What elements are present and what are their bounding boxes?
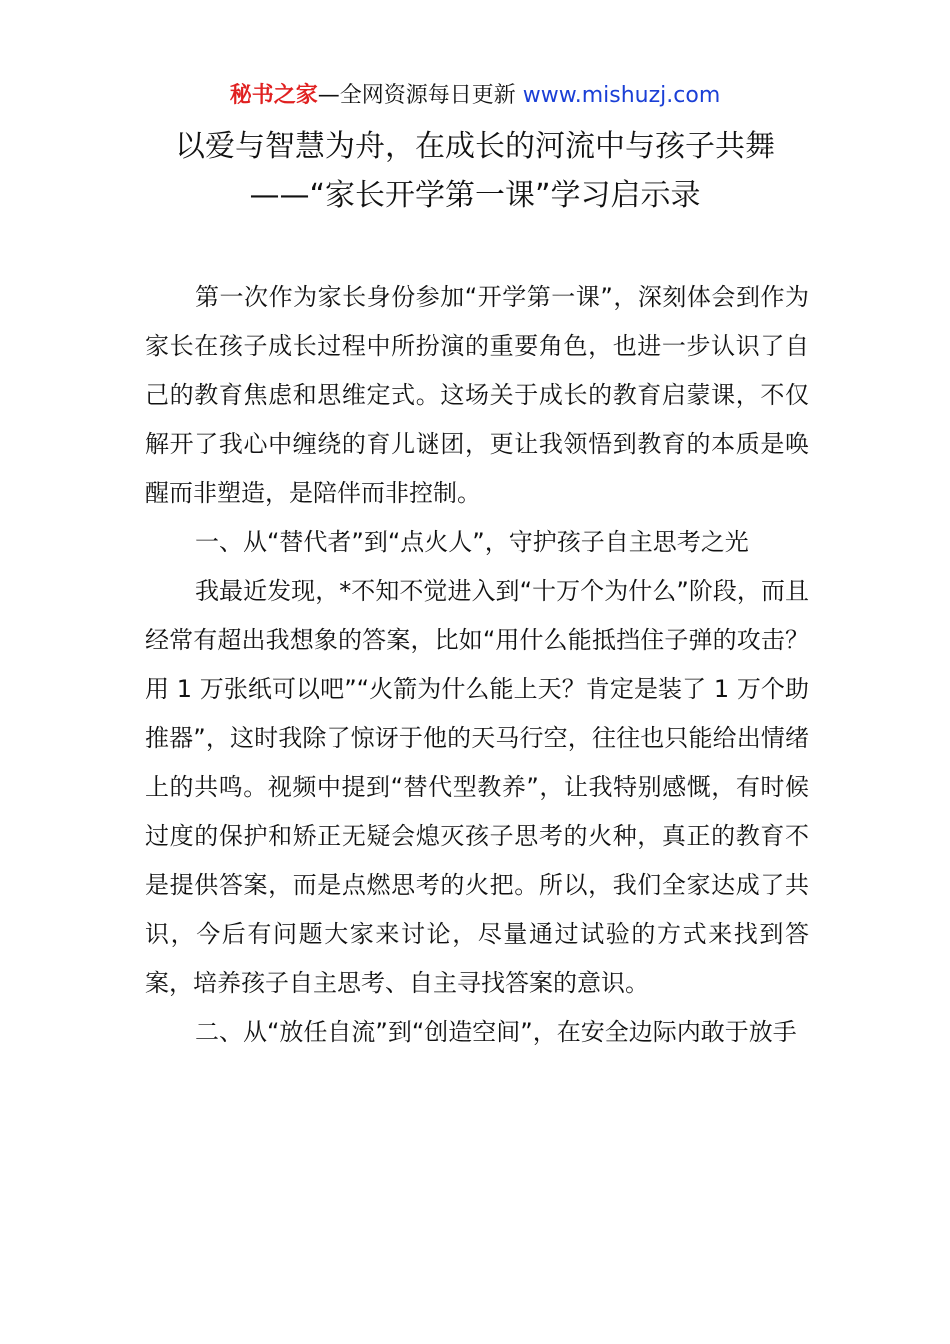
site-url-link[interactable]: www.mishuzj.com: [522, 83, 721, 108]
site-header: [0, 80, 950, 112]
site-brand: 秘书之家: [229, 83, 318, 108]
section-heading-1: 一、从“替代者”到“点火人”，守护孩子自主思考之光: [195, 528, 749, 556]
section-heading-2: 二、从“放任自流”到“创造空间”，在安全边际内敢于放手: [195, 1018, 797, 1046]
body-paragraph: 我最近发现，*不知不觉进入到“十万个为什么”阶段，而且经常有超出我想象的答案，比如“用什么能抵挡住子弹的攻击？用 1 万张纸可以吧”“火箭为什么能上天？肯定是装了 1 万个助推器”，这时我除了惊讶于他的天马行空，往往也只能给出情绪上的共鸣。视频中提到“替代型教养”，让我特别感慨，有时候过度的保护和矫正无疑会熄灭孩子思考的火种，真正的教育不是提供答案，而是点燃思考的火把。所以，我们全家达成了共识，今后有问题大家来讨论，尽量通过试验的方式来找到答案，培养孩子自主思考、自主寻找答案的意识。: [145, 577, 809, 997]
document-body: [145, 273, 809, 1057]
site-tagline: —全网资源每日更新: [317, 83, 516, 108]
document-title: 以爱与智慧为舟，在成长的河流中与孩子共舞: [175, 129, 775, 164]
document-subtitle: ——“家长开学第一课”学习启示录: [249, 178, 701, 213]
intro-paragraph: 第一次作为家长身份参加“开学第一课”，深刻体会到作为家长在孩子成长过程中所扮演的重要角色，也进一步认识了自己的教育焦虑和思维定式。这场关于成长的教育启蒙课，不仅解开了我心中缠绕的育儿谜团，更让我领悟到教育的本质是唤醒而非塑造，是陪伴而非控制。: [145, 283, 809, 507]
